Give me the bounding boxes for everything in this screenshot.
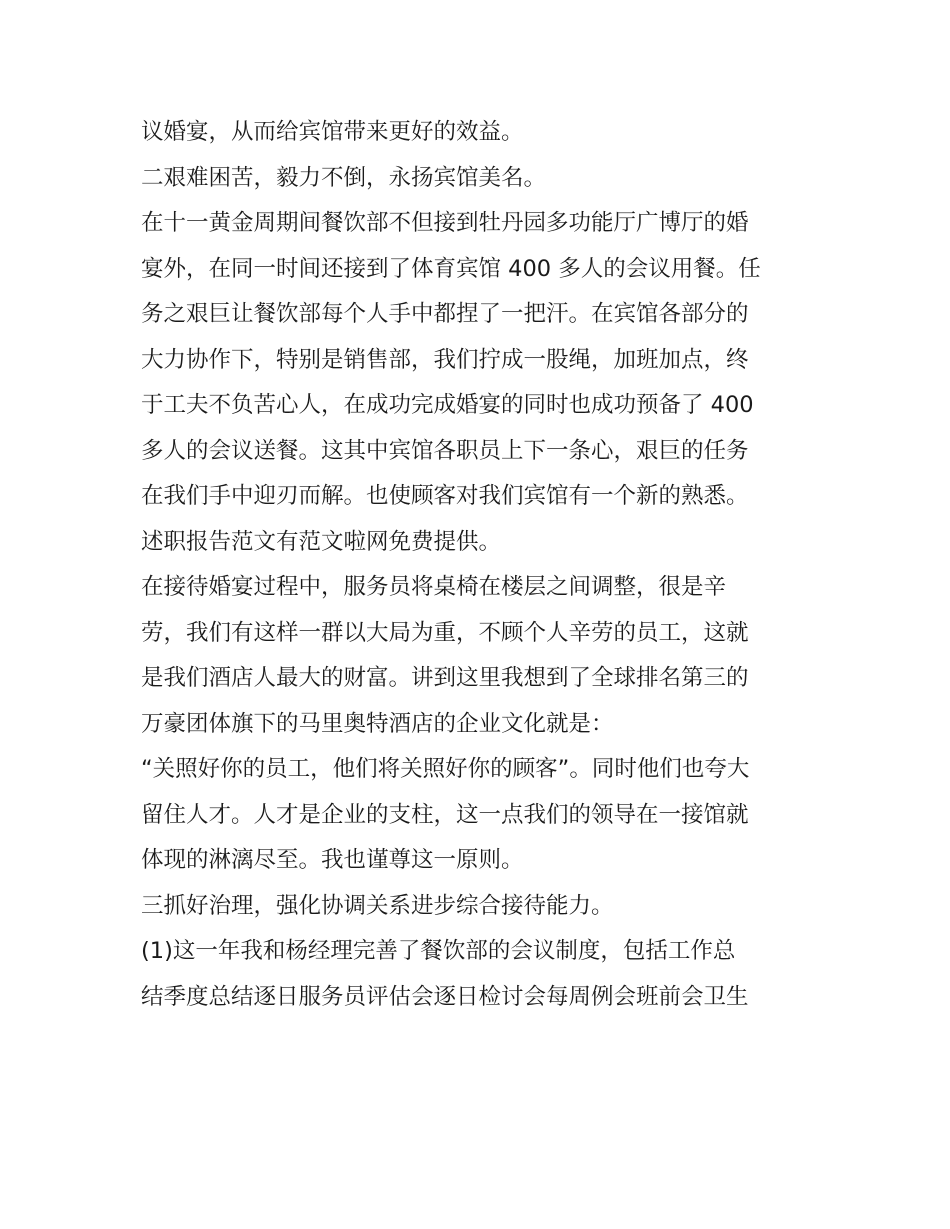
text-line: 在我们手中迎刃而解。也使顾客对我们宾馆有一个新的熟悉。 <box>141 483 749 509</box>
text-line: 宴外，在同一时间还接到了体育宾馆 400 多人的会议用餐。任 <box>141 255 761 282</box>
text-line: 结季度总结逐日服务员评估会逐日检讨会每周例会班前会卫生 <box>141 983 749 1010</box>
text-line: 述职报告范文有范文啦网免费提供。 <box>141 528 502 555</box>
text-line: 多人的会议送餐。这其中宾馆各职员上下一条心，艰巨的任务 <box>141 437 749 464</box>
text-line: 务之艰巨让餐饮部每个人手中都捏了一把汗。在宾馆各部分的 <box>141 301 749 327</box>
text-line: 在十一黄金周期间餐饮部不但接到牡丹园多功能厅广博厅的婚 <box>141 210 749 236</box>
text-line: 是我们酒店人最大的财富。讲到这里我想到了全球排名第三的 <box>141 665 749 691</box>
text-line: 体现的淋漓尽至。我也谨尊这一原则。 <box>141 847 524 873</box>
document-body <box>141 110 821 1020</box>
text-line: “关照好你的员工，他们将关照好你的顾客”。同时他们也夸大 <box>141 756 750 782</box>
text-line: 万豪团体旗下的马里奥特酒店的企业文化就是： <box>141 710 614 737</box>
text-line: 三抓好治理，强化协调关系进步综合接待能力。 <box>141 892 614 919</box>
text-line: 留住人才。人才是企业的支柱，这一点我们的领导在一接馆就 <box>141 801 749 828</box>
text-line: 在接待婚宴过程中，服务员将桌椅在楼层之间调整，很是辛 <box>141 574 727 600</box>
text-line: (1)这一年我和杨经理完善了餐饮部的会议制度，包括工作总 <box>141 938 736 964</box>
text-line: 二艰难困苦，毅力不倒，永扬宾馆美名。 <box>141 164 547 191</box>
text-line: 于工夫不负苦心人，在成功完成婚宴的同时也成功预备了 400 <box>141 392 754 418</box>
text-line: 劳，我们有这样一群以大局为重，不顾个人辛劳的员工，这就 <box>141 619 749 646</box>
text-line: 议婚宴，从而给宾馆带来更好的效益。 <box>141 119 524 145</box>
text-line: 大力协作下，特别是销售部，我们拧成一股绳，加班加点，终 <box>141 346 749 373</box>
